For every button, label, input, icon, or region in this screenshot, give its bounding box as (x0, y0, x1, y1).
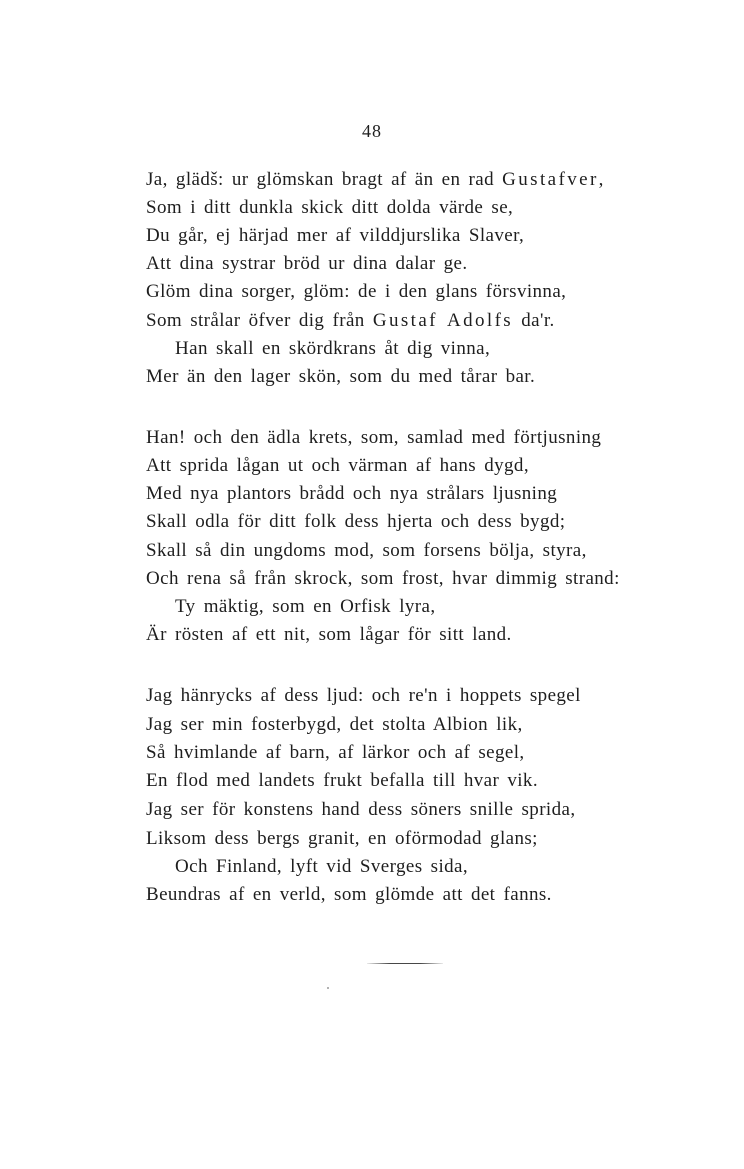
verse-line: Du går, ej härjad mer af vilddjurslika Slaver, (146, 225, 525, 246)
verse-line: Skall odla för ditt folk dess hjerta och dess bygd; (146, 511, 566, 532)
verse-line: Ja, glädš: ur glömskan bragt af än en rad Gustafver, (146, 169, 604, 190)
verse-line-indented: Ty mäktig, som en Orfisk lyra, (175, 596, 436, 617)
verse-line: Mer än den lager skön, som du med tårar bar. (146, 366, 536, 387)
verse-line: Som i ditt dunkla skick ditt dolda värde se, (146, 197, 514, 218)
verse-line: Är rösten af ett nit, som lågar för sitt land. (146, 624, 512, 645)
verse-line: Han! och den ädla krets, som, samlad med förtjusning (146, 427, 602, 448)
verse-line: Liksom dess bergs granit, en oförmodad glans; (146, 828, 538, 849)
verse-line: Att sprida lågan ut och värman af hans dygd, (146, 455, 529, 476)
page-number: 48 (362, 121, 382, 141)
verse-line: Glöm dina sorger, glöm: de i den glans försvinna, (146, 281, 567, 302)
verse-line: Jag hänrycks af dess ljud: och re'n i hoppets spegel (146, 685, 581, 706)
verse-line: En flod med landets frukt befalla till hvar vik. (146, 770, 538, 791)
verse-line: Som strålar öfver dig från Gustaf Adolfs da'r. (146, 310, 555, 331)
verse-line: Med nya plantors brådd och nya strålars ljusning (146, 483, 558, 504)
end-rule (367, 963, 443, 964)
verse-line: Beundras af en verld, som glömde att det fanns. (146, 884, 552, 905)
spaced-name: Gustaf Adolfs (372, 310, 514, 331)
verse-line: Så hvimlande af barn, af lärkor och af segel, (146, 742, 525, 763)
verse-line: Jag ser för konstens hand dess söners snille sprida, (146, 799, 576, 820)
verse-line: Och rena så från skrock, som frost, hvar dimmig strand: (146, 568, 620, 589)
verse-line: Jag ser min fosterbygd, det stolta Albion lik, (146, 714, 523, 735)
paper-speck (327, 987, 329, 989)
verse-line: Att dina systrar bröd ur dina dalar ge. (146, 253, 468, 274)
verse-line-indented: Och Finland, lyft vid Sverges sida, (175, 856, 469, 877)
verse-line-indented: Han skall en skördkrans åt dig vinna, (175, 338, 491, 359)
spaced-name: Gustafver (502, 169, 599, 190)
verse-line: Skall så din ungdoms mod, som forsens bölja, styra, (146, 540, 587, 561)
